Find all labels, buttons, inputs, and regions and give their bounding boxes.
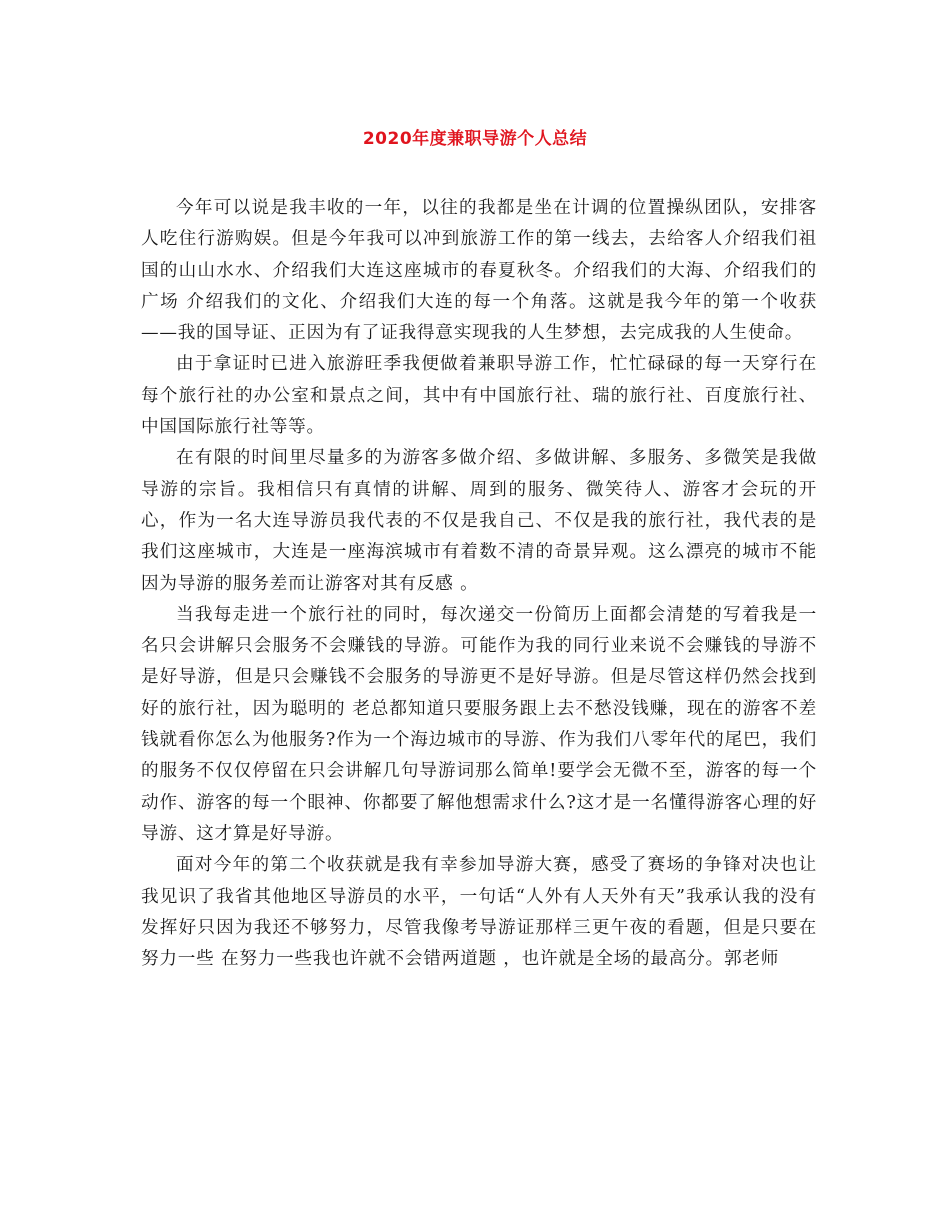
paragraph-2: 由于拿证时已进入旅游旺季我便做着兼职导游工作，忙忙碌碌的每一天穿行在每个旅行社的办公室和景点之间，其中有中国旅行社、瑞的旅行社、百度旅行社、中国国际旅行社等等。 — [141, 354, 817, 438]
paragraph-5: 面对今年的第二个收获就是我有幸参加导游大赛，感受了赛场的争锋对决也让我见识了我省其他地区导游员的水平，一句话“人外有人天外有天”我承认我的没有发挥好只因为我还不够努力，尽管我像考导游证那样三更午夜的看题，但是只要在努力一些 在努力一些我也许就不会错两道题 ，也许就是全场的最高分。郭老师 — [141, 855, 817, 970]
document-body — [141, 193, 817, 975]
paragraph-3: 在有限的时间里尽量多的为游客多做介绍、多做讲解、多服务、多微笑是我做导游的宗旨。我相信只有真情的讲解、周到的服务、微笑待人、游客才会玩的开心，作为一名大连导游员我代表的不仅是我自己、不仅是我的旅行社，我代表的是我们这座城市，大连是一座海滨城市有着数不清的奇景异观。这么漂亮的城市不能因为导游的服务差而让游客对其有反感 。 — [141, 448, 817, 594]
document-title: 2020年度兼职导游个人总结 — [362, 129, 588, 149]
paragraph-1: 今年可以说是我丰收的一年，以往的我都是坐在计调的位置操纵团队，安排客人吃住行游购娱。但是今年我可以冲到旅游工作的第一线去，去给客人介绍我们祖国的山山水水、介绍我们大连这座城市的春夏秋冬。介绍我们的大海、介绍我们的广场 介绍我们的文化、介绍我们大连的每一个角落。这就是我今年的第一个收获——我的国导证、正因为有了证我得意实现我的人生梦想，去完成我的人生使命。 — [141, 198, 817, 344]
paragraph-4: 当我每走进一个旅行社的同时，每次递交一份简历上面都会清楚的写着我是一名只会讲解只会服务不会赚钱的导游。可能作为我的同行业来说不会赚钱的导游不是好导游，但是只会赚钱不会服务的导游更不是好导游。但是尽管这样仍然会找到好的旅行社，因为聪明的 老总都知道只要服务跟上去不愁没钱赚，现在的游客不差钱就看你怎么为他服务?作为一个海边城市的导游、作为我们八零年代的尾巴，我们的服务不仅仅停留在只会讲解几句导游词那么简单!要学会无微不至，游客的每一个动作、游客的每一个眼神、你都要了解他想需求什么?这才是一名懂得游客心理的好导游、这才算是好导游。 — [141, 604, 817, 844]
